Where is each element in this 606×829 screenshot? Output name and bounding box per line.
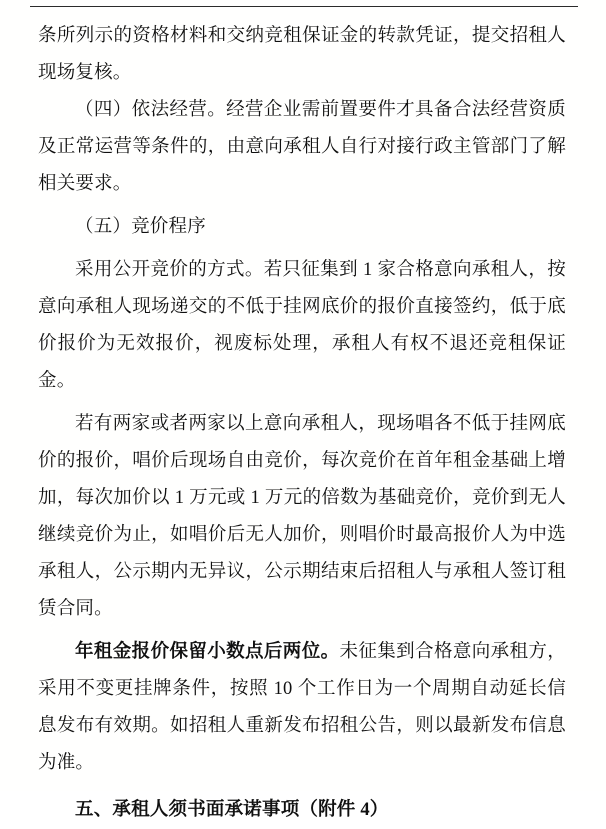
section-heading-five: 五、承租人须书面承诺事项（附件 4） [75,800,389,820]
paragraph-two-or-more-bidders: 若有两家或者两家以上意向承租人，现场唱各不低于挂网底价的报价，唱价后现场自由竞价，每次竞价在首年租金基础上增加，每次加价以 1 万元或 1 万元的倍数为基础竞价，竞价到无人继续竞价为止，如唱价后无人加价，则唱价时最高报价人为中选承租人，公示期内无异议，公示期结束后招租人与承租人签订租赁合同。 [38,414,566,619]
document-body [38,8,566,829]
paragraph-public-bidding-method: 采用公开竞价的方式。若只征集到 1 家合格意向承租人，按意向承租人现场递交的不低于挂网底价的报价直接签约，低于底价报价为无效报价，视废标处理，承租人有权不退还竞租保证金。 [38,260,566,391]
paragraph-item-four-lawful-operation: （四）依法经营。经营企业需前置要件才具备合法经营资质及正常运营等条件的，由意向承租人自行对接行政主管部门了解相关要求。 [38,100,566,194]
paragraph-continued-qualification: 条所列示的资格材料和交纳竞租保证金的转款凭证，提交招租人现场复核。 [38,26,566,83]
paragraph-annual-rent-decimal [38,634,566,782]
paragraph-item-five-bidding-procedure: （五）竞价程序 [75,217,206,237]
paragraph-bold-lead: 年租金报价保留小数点后两位。 [75,642,340,662]
paragraph-rest-text: 未征集到合格意向承租方，采用不变更挂牌条件，按照 10 个工作日为一个周期自动延长信息发布有效期。如招租人重新发布招租公告，则以最新发布信息为准。 [38,642,566,773]
page-top-divider [30,6,578,7]
